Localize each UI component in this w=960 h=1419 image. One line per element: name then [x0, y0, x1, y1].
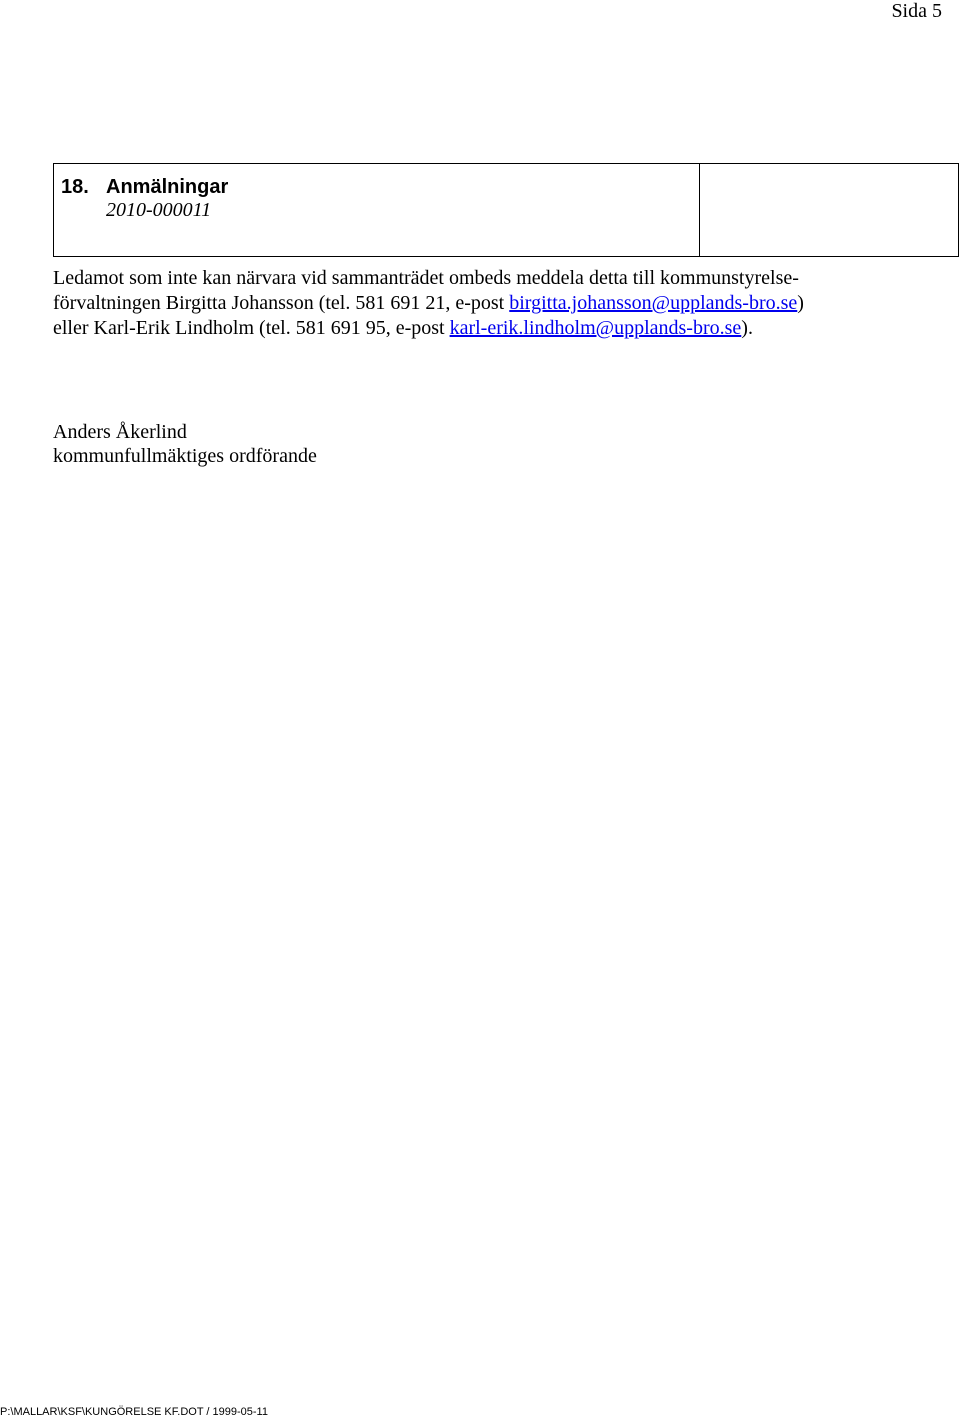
template-footer: P:\MALLAR\KSF\KUNGÖRELSE KF.DOT / 1999-05-11	[0, 1406, 268, 1418]
agenda-item-table	[53, 163, 959, 257]
email-link-karl-erik[interactable]: karl-erik.lindholm@upplands-bro.se	[449, 317, 742, 339]
notice-paragraph	[53, 266, 953, 341]
notice-line-3-tail: ).	[741, 317, 753, 339]
signatory-role: kommunfullmäktiges ordförande	[53, 445, 317, 467]
notice-line-1: Ledamot som inte kan närvara vid sammanträdet ombeds meddela detta till kommunstyrelse-	[53, 267, 799, 289]
agenda-item-cell	[54, 164, 700, 257]
notice-line-2	[53, 291, 953, 316]
empty-cell	[700, 164, 959, 257]
email-link-birgitta[interactable]: birgitta.johansson@upplands-bro.se	[509, 292, 798, 314]
notice-line-2-text: förvaltningen Birgitta Johansson (tel. 581 691 21, e-post	[53, 292, 510, 314]
agenda-item-code: 2010-000011	[106, 199, 212, 221]
agenda-item-title: Anmälningar	[106, 176, 229, 198]
signatory-name: Anders Åkerlind	[53, 421, 187, 443]
signature-block	[53, 420, 317, 468]
notice-line-2-tail: )	[797, 292, 804, 314]
agenda-item-heading	[61, 176, 699, 198]
agenda-item-number: 18.	[61, 176, 89, 198]
notice-line-3	[53, 316, 953, 341]
page-number: Sida 5	[891, 0, 942, 22]
notice-line-3-text: eller Karl-Erik Lindholm (tel. 581 691 95, e-post	[53, 317, 450, 339]
